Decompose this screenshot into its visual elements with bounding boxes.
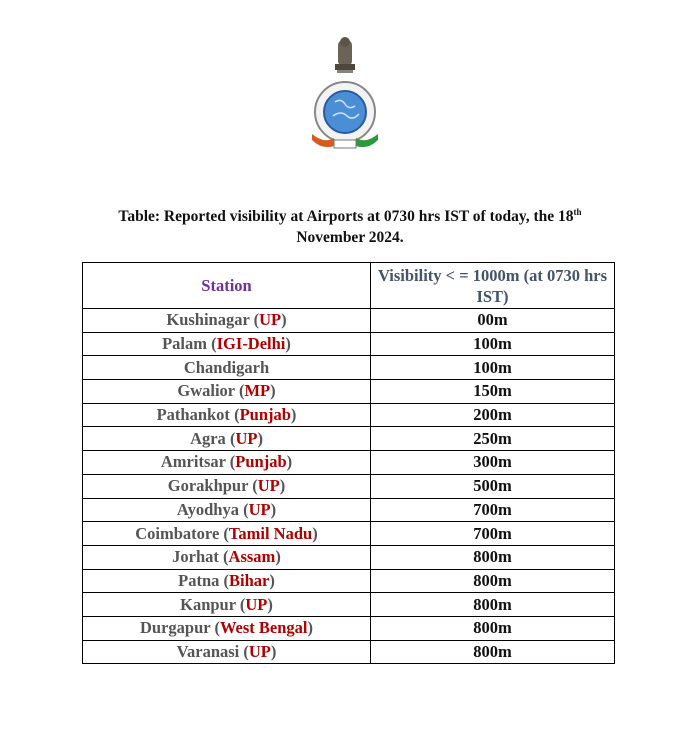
station-state: Punjab xyxy=(239,405,291,425)
station-state: UP xyxy=(235,428,258,448)
station-cell: Patna (Bihar) xyxy=(83,569,371,593)
visibility-cell: 250m xyxy=(371,427,615,451)
table-row xyxy=(83,403,615,427)
table-row xyxy=(83,309,615,333)
visibility-cell: 800m xyxy=(371,640,615,664)
table-row xyxy=(83,545,615,569)
table-row xyxy=(83,356,615,380)
station-name: Jorhat xyxy=(172,547,219,567)
visibility-table xyxy=(82,262,615,664)
station-name: Pathankot xyxy=(156,405,230,425)
station-state: Punjab xyxy=(235,452,287,472)
visibility-cell: 700m xyxy=(371,498,615,522)
table-caption xyxy=(80,206,620,248)
visibility-cell: 800m xyxy=(371,569,615,593)
station-state: UP xyxy=(248,499,271,519)
station-cell: Coimbatore (Tamil Nadu) xyxy=(83,522,371,546)
station-cell xyxy=(83,356,371,380)
station-name: Ayodhya xyxy=(176,499,239,519)
table-row xyxy=(83,427,615,451)
station-cell: Durgapur (West Bengal) xyxy=(83,616,371,640)
station-cell: Gorakhpur (UP) xyxy=(83,474,371,498)
table-row xyxy=(83,498,615,522)
station-cell: Gwalior (MP) xyxy=(83,380,371,404)
station-name: Agra xyxy=(190,428,226,448)
station-cell: Jorhat (Assam) xyxy=(83,545,371,569)
station-name: Palam xyxy=(162,334,208,354)
table-row xyxy=(83,380,615,404)
visibility-cell: 200m xyxy=(371,403,615,427)
station-name: Coimbatore xyxy=(135,523,220,543)
station-name: Patna xyxy=(178,570,220,590)
station-state: MP xyxy=(244,381,271,401)
visibility-cell: 500m xyxy=(371,474,615,498)
caption-line2: November 2024. xyxy=(296,229,404,246)
visibility-cell: 100m xyxy=(371,332,615,356)
imd-logo xyxy=(308,36,382,156)
station-cell: Pathankot (Punjab) xyxy=(83,403,371,427)
station-name: Chandigarh xyxy=(183,357,270,377)
station-cell: Kanpur (UP) xyxy=(83,593,371,617)
table-row xyxy=(83,616,615,640)
station-state: West Bengal xyxy=(219,618,308,638)
visibility-cell: 700m xyxy=(371,522,615,546)
national-emblem-icon xyxy=(335,37,355,73)
caption-text: Table: Reported visibility at Airports at 0730 hrs IST of today, the 18 xyxy=(118,208,574,225)
station-state: UP xyxy=(259,310,282,330)
visibility-cell: 800m xyxy=(371,545,615,569)
station-state: Assam xyxy=(228,547,276,567)
visibility-cell: 00m xyxy=(371,309,615,333)
table-row xyxy=(83,569,615,593)
table-row xyxy=(83,332,615,356)
station-cell: Amritsar (Punjab) xyxy=(83,451,371,475)
station-cell: Ayodhya (UP) xyxy=(83,498,371,522)
header-visibility: Visibility < = 1000m (at 0730 hrs IST) xyxy=(371,263,615,309)
table-header-row xyxy=(83,263,615,309)
station-state: IGI-Delhi xyxy=(216,334,286,354)
station-cell: Palam (IGI-Delhi) xyxy=(83,332,371,356)
table-row xyxy=(83,640,615,664)
table-row xyxy=(83,522,615,546)
visibility-cell: 150m xyxy=(371,380,615,404)
visibility-cell: 800m xyxy=(371,616,615,640)
header-station: Station xyxy=(83,263,371,309)
visibility-cell: 100m xyxy=(371,356,615,380)
station-name: Varanasi xyxy=(176,641,240,661)
caption-sup: th xyxy=(573,206,582,217)
visibility-cell: 800m xyxy=(371,593,615,617)
station-name: Kanpur xyxy=(180,594,236,614)
station-state: Bihar xyxy=(229,570,270,590)
station-name: Durgapur xyxy=(140,618,211,638)
station-cell: Varanasi (UP) xyxy=(83,640,371,664)
station-name: Amritsar xyxy=(160,452,226,472)
station-name: Gwalior xyxy=(177,381,235,401)
table-row xyxy=(83,451,615,475)
station-name: Gorakhpur xyxy=(167,476,249,496)
station-state: UP xyxy=(248,641,271,661)
station-cell: Kushinagar (UP) xyxy=(83,309,371,333)
visibility-cell: 300m xyxy=(371,451,615,475)
station-state: Tamil Nadu xyxy=(228,523,313,543)
station-cell: Agra (UP) xyxy=(83,427,371,451)
table-row xyxy=(83,474,615,498)
station-state: UP xyxy=(245,594,268,614)
table-row xyxy=(83,593,615,617)
station-name: Kushinagar xyxy=(166,310,250,330)
station-state: UP xyxy=(257,476,280,496)
